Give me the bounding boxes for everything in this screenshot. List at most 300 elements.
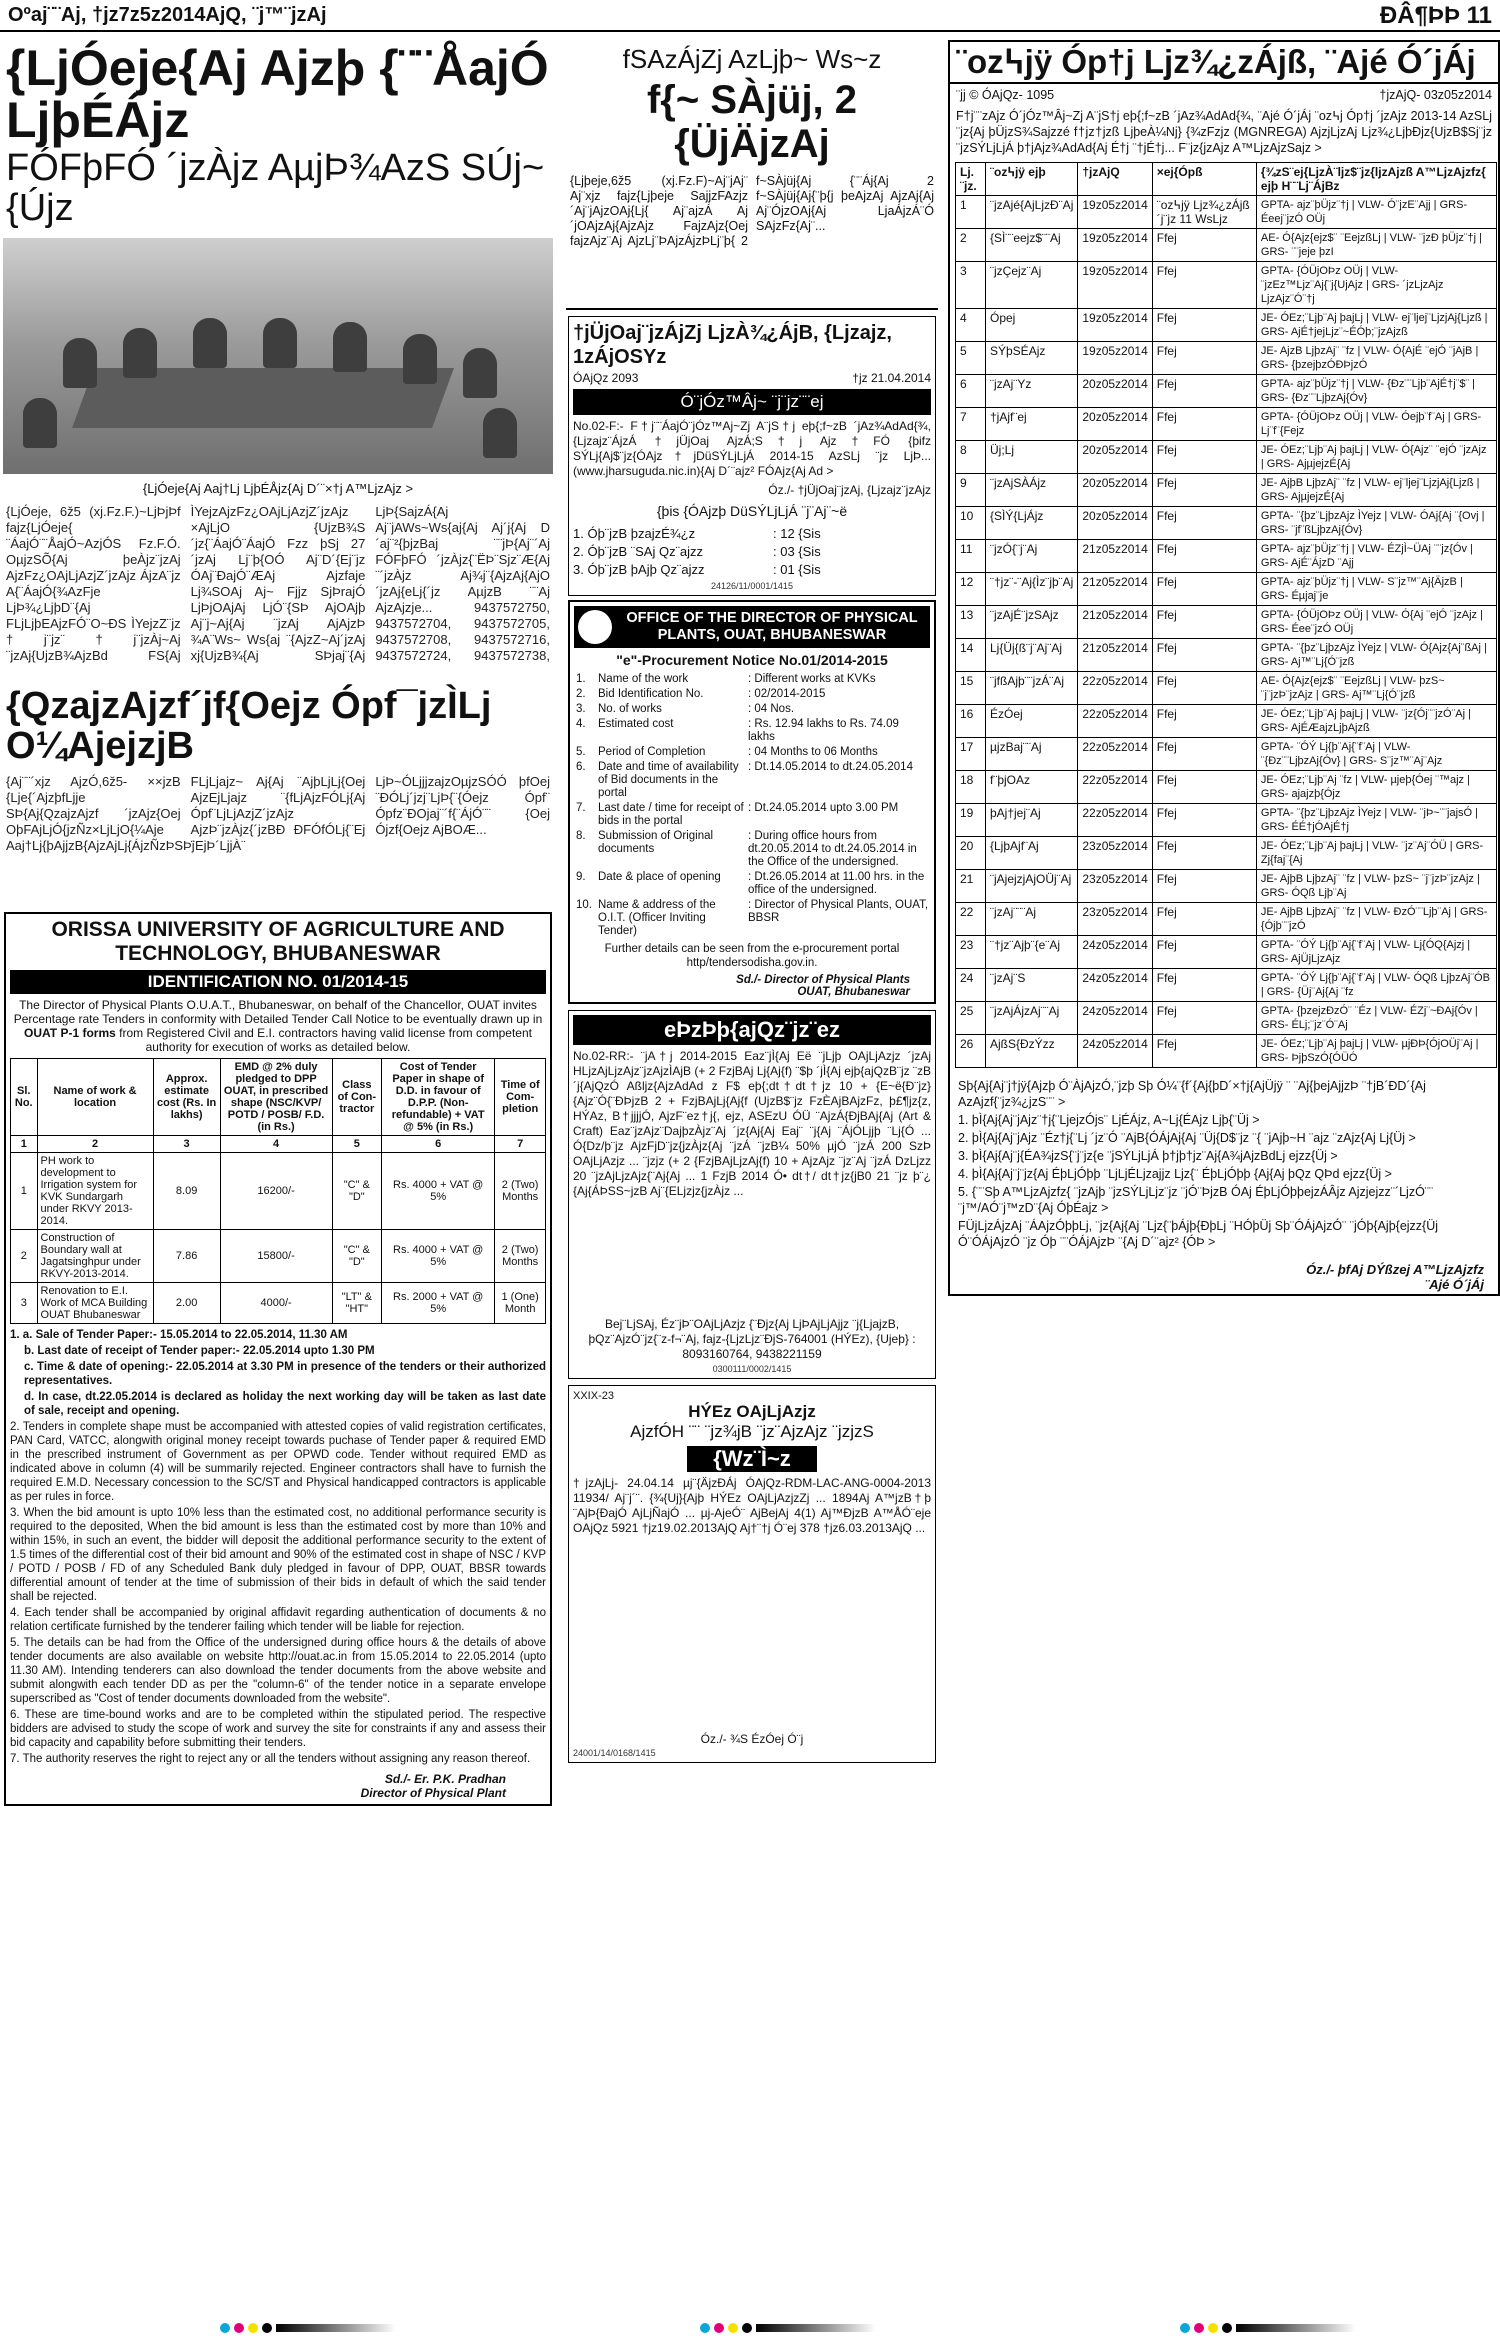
column-left [0, 40, 556, 1814]
detail-number: 1. [576, 673, 586, 685]
schedule-place: Ffej [1152, 672, 1256, 705]
detail-key: Period of Completion [598, 746, 706, 758]
schedule-place: Ffej [1152, 342, 1256, 375]
schedule-row [956, 507, 1497, 540]
tender-term: d. In case, dt.22.05.2014 is declared as holiday the next working day will be taken as last date of sale, receipt and opening. [24, 1391, 546, 1417]
schedule-date: 24z05z2014 [1078, 1002, 1152, 1035]
gram-sabha-headline: ¨oz߆jÿ Óp†j Ljz¾¿zÁjß, ¨Ajé Ó´jÁj [950, 42, 1498, 84]
schedule-officials: GPTA- ¨{þz¨LjþzAjz ÌYejz | VLW- Ó{Ajz{Aj¨ßAj | GRS- Aj™¨Lj{Ó¨jzß [1256, 639, 1496, 672]
detail-row [574, 801, 930, 829]
schedule-number: 14 [956, 639, 986, 672]
schedule-place: Ffej [1152, 540, 1256, 573]
ouat-logo-icon [578, 610, 612, 644]
table-header-cell: Class of Con-tractor [332, 1059, 381, 1136]
schedule-number: 5 [956, 342, 986, 375]
schedule-officials: JE- AjþB LjþzAj¨ ¨fz | VLW- þzS~ ¨j¨jzÞ¨jzAjz | GRS- ÓQß Ljþ¨Aj [1256, 870, 1496, 903]
detail-row [574, 687, 930, 702]
schedule-name: ¨jAjejzjAjOÜj¨Aj [986, 870, 1078, 903]
dpp-signature: Sd./- Director of Physical Plants OUAT, Bhubaneswar [736, 974, 910, 998]
lead-article-body: {LjÓeje, 6ž5 (xj.Fz.F.)~LjÞjÞf fajz{LjÓeje{ ¨ÁajÓ¨¨ÅajÓ~AzjÓS Fz.F.Ó. OµjzSÕ{Aj þeÀjz¨jzAj AjzFz¿OAjLjAzjZ´jzAjz ÁjzA¨jz A{¨ÁajÓ{¾AzFje LjÞ¾¿LjþD¨{Aj FLjLjþEAjzFÓ¨O~ÐS ÌYejzZ¨jz †j¨jz¨†j¨jzÀj~Aj ¨jzAj{UjzB¾AjzBd FS{Aj ÌYejzAjzFz¿OAjLjAzjZ´jzAjz ×AjLjO {UjzB¾S ´jz{¨ÁajÓ¨ÁajÓ Fzz þSj 27 ´jzAj Lj¨þ{OÓ Aj¨D´{Ej¨jz ÓAj¨ÐajÓ¨ÆAj Ajzfaje Lj¾SOAj Aj~ Fjjz SjÞrajÓ LjÞjOAjAj LjÓ¨{SÞ AjOAjþ Aj¨j~Aj{Aj ¨jzAj AjAjzÞ ¾A¨Ws~ Ws{aj ¨{AjzZ~Aj´jzAj xj{UjzB¾{Aj SÞjaj¨{Aj LjÞ{SajzÁ{Aj Aj¨jAWs~Ws{aj{Aj Aj´j{Aj D´aj¨²{þjzBaj ¨¨jÞ{Aj¨´Aj FÓFþFÓ ´jzÀjz{¨ËÞ¨Sjz¨Æ{Aj ¨´jzÀjz Aj¾j¨{AjzAj{AjO´jzAj{eLj{´jz AµjzB ¨¨Aj AjzAjzje... 9437572750, 9437572704, 9437572705, 9437572708, 9437572716, 9437572724, 9437572738, [6, 504, 550, 663]
schedule-row [956, 262, 1497, 309]
schedule-row [956, 705, 1497, 738]
list-item-label: 1. Óþ¨jzB þzajzÉ¾¿z [573, 526, 696, 541]
block-notice [568, 1010, 936, 1379]
schedule-number: 26 [956, 1035, 986, 1068]
schedule-officials: AE- Ó{Ajz{ejz$¨ ¨EejzßLj | VLW- þzS~ ¨j¨jzÞ¨jzAjz | GRS- Aj™¨Lj{Ó¨jzß [1256, 672, 1496, 705]
schedule-row [956, 870, 1497, 903]
detail-key: Bid Identification No. [598, 688, 704, 700]
schedule-row [956, 474, 1497, 507]
schedule-officials: JE- AjþB LjþzAj¨ ¨fz | VLW- ej¨ljej¨LjzjAj{Ljzß | GRS- AjµjejzÉ{Aj [1256, 474, 1496, 507]
cost-cell: 8.09 [153, 1153, 220, 1230]
detail-number: 7. [576, 802, 586, 814]
schedule-name: Üj;Lj [986, 441, 1078, 474]
sl-cell: 2 [11, 1230, 38, 1283]
list-item [573, 525, 931, 543]
schedule-name: ¨jzAjSÀÁjz [986, 474, 1078, 507]
schedule-row [956, 936, 1497, 969]
note-item: 5. {¨¨Sþ A™LjzAjzfz{ ¨jzAjþ ¨jzSÝLjLjz¨jz ¨jÓ¨ÞjzB ÓAj ÉþLjÓþþejzÁÂjz Ajzjejzz¨´LjzÓ¨¨ ¨j™/AÓ¨j™zD¨{Aj ÓþÉajz > [958, 1185, 1434, 1215]
schedule-name: µjzBaj¨¨Aj [986, 738, 1078, 771]
cost-cell: 7.86 [153, 1230, 220, 1283]
schedule-row [956, 1002, 1497, 1035]
land-notice-subtitle: AjzfÓH ¨¨ ¨jz¾jB ¨jz¨AjzAjz ¨jzjzS [630, 1422, 874, 1441]
page-header [0, 0, 1500, 32]
schedule-row [956, 375, 1497, 408]
schedule-date: 20z05z2014 [1078, 507, 1152, 540]
collector-notice-list-title: {þis {ÓAjzþ DüSÝLjLjÁ ¨j¨Aj¨~ë [656, 503, 848, 519]
schedule-number: 1 [956, 196, 986, 229]
land-notice-code-bottom: 24001/14/0168/1415 [573, 1748, 656, 1758]
eprocurement-notice-number: "e"-Procurement Notice No.01/2014-2015 [616, 652, 888, 668]
schedule-place: Ffej [1152, 837, 1256, 870]
schedule-place: Ffej [1152, 903, 1256, 936]
tender-term: b. Last date of receipt of Tender paper:- 22.05.2014 upto 1.30 PM [24, 1345, 375, 1357]
schedule-date: 21z05z2014 [1078, 573, 1152, 606]
tender-term: 1. a. Sale of Tender Paper:- 15.05.2014 to 22.05.2014, 11.30 AM [10, 1329, 348, 1341]
schedule-name: ¨†jz¨Ajþ¨{e¨Aj [986, 936, 1078, 969]
detail-row [574, 829, 930, 870]
schedule-name: ÉzÓej [986, 705, 1078, 738]
ouat-signature: Sd./- Er. P.K. Pradhan Director of Physical Plant [360, 1772, 506, 1800]
paper-cost-cell: Rs. 4000 + VAT @ 5% [382, 1230, 495, 1283]
schedule-number: 10 [956, 507, 986, 540]
detail-key: Name & address of the O.I.T. (Officer Inviting Tender) [598, 899, 716, 937]
schedule-date: 22z05z2014 [1078, 804, 1152, 837]
schedule-date: 20z05z2014 [1078, 441, 1152, 474]
detail-number: 2. [576, 688, 586, 700]
schedule-officials: GPTA- {þzejzÐzÓ¨ ¨Éz | VLW- ÉZj¨~ÐAj{Óv | GRS- ÉLj;¨jz¨Ó¨Aj [1256, 1002, 1496, 1035]
schedule-place: Ffej [1152, 705, 1256, 738]
detail-row [574, 870, 930, 898]
detail-row [574, 672, 930, 687]
schedule-row [956, 639, 1497, 672]
schedule-place: Ffej [1152, 1035, 1256, 1068]
schedule-place: Ffej [1152, 639, 1256, 672]
table-column-number: 5 [332, 1136, 381, 1153]
tender-term: 5. The details can be had from the Office of the undersigned during office hours & the details of above tender documents are also available on website http://ouat.ac.in from 15.05.2014 to 22.05.2014 (upto 11.30 AM). Intending tenderers can also download the tender documents from the above website and submit alongwith each tender DD as per the "column-6" of the tender notice in a separate envelope superscribed as "Cost of tender documents downloaded from the website". [10, 1637, 546, 1705]
schedule-officials: GPTA- ¨ÓÝ Lj{þ¨Aj{¨f¨Aj | VLW- Lj{ÓQ{Ajzj | GRS- AjÜjLjzAjz [1256, 936, 1496, 969]
lead-headline: {LjÓeje{Aj Ajzþ {¨¨ÅajÓ LjþÉÁjz [6, 40, 549, 148]
schedule-name: ¨jzAjé{AjLjzÐ¨Aj [986, 196, 1078, 229]
note-item: 1. þÌ{Aj{Aj¨jAjz¨†j{¨LjejzÓjs¨ LjÉÁjz, A~Lj{ÉAjz Ljþ{¨Üj > [958, 1113, 1260, 1127]
completion-cell: 1 (One) Month [495, 1283, 546, 1324]
collector-notice-date: †jz 21.04.2014 [852, 371, 931, 385]
schedule-name: {LjþAjf¨Aj [986, 837, 1078, 870]
schedule-name: {SÌÝ{LjÁjz [986, 507, 1078, 540]
schedule-header-cell: Lj. ¨jz. [956, 163, 986, 196]
detail-value: : Different works at KVKs [748, 673, 876, 685]
schedule-row [956, 441, 1497, 474]
schedule-header-cell: ×ej{Ópß [1152, 163, 1256, 196]
paper-cost-cell: Rs. 4000 + VAT @ 5% [382, 1153, 495, 1230]
collector-notice-title: †jÜjOaj¨jzÁjZj LjzÀ¾¿ÁjB, {Ljzajz, 1zÁjOSYz [573, 322, 892, 368]
detail-value: : During office hours from dt.20.05.2014 to dt.24.05.2014 in the Office of the undersigned. [748, 830, 917, 868]
schedule-officials: JE- ÓEz;¨Ljþ¨Aj þajLj | VLW- µjÐÞ{ÓjOÜj¨Aj | GRS- ÞjþSzÓ{ÓÜÓ [1256, 1035, 1496, 1068]
schedule-date: 22z05z2014 [1078, 705, 1152, 738]
table-header-cell: Cost of Tender Paper in shape of D.D. in favour of D.P.P. (Non-refundable) + VAT @ 5% (in Rs.) [382, 1059, 495, 1136]
detail-value: : 04 Nos. [748, 703, 795, 715]
collector-notice-body: No.02-F:- F†j¨¨ÁajÓ¨jÓz™Aj~Zj A¨jS†j eþ{;f~zB ´jAz¾AdAd{¾, {Ljzajz¨ÁjzÁ †jÜjOaj AjzÁ;S†j Ajz†FÓ {þifz SÝLj{Aj$¨jz{ÓAjz†jDüSÝLjLjÁ 2014-15 AzSLj ¨jz LjÞ...(www.jharsuguda.nic.in){Aj D´¨ajz² FÓAjz{Aj Ad > [573, 419, 931, 478]
class-cell: "C" & "D" [332, 1230, 381, 1283]
table-column-number: 3 [153, 1136, 220, 1153]
ouat-tender-notice [4, 912, 552, 1806]
schedule-number: 9 [956, 474, 986, 507]
list-item-value: : 12 {Sis [773, 526, 821, 541]
schedule-date: 21z05z2014 [1078, 639, 1152, 672]
detail-key: Last date / time for receipt of bids in the portal [598, 802, 744, 827]
schedule-date: 19z05z2014 [1078, 262, 1152, 309]
detail-value: : Dt.26.05.2014 at 11.00 hrs. in the office of the undersigned. [748, 871, 925, 896]
detail-number: 5. [576, 746, 586, 758]
schedule-number: 22 [956, 903, 986, 936]
schedule-row [956, 606, 1497, 639]
table-header-cell: Name of work & location [37, 1059, 153, 1136]
table-header-cell: Time of Com-pletion [495, 1059, 546, 1136]
land-notice-body: †jzAjLj- 24.04.14 µj¨{ÄjzÐÁj ÓAjQz-RDM-LAC-ANG-0004-2013 11934/ Aj¨j´¨. {¾{Uj}{Ajþ HÝEz OAjLjAzjzZj ... 1894Aj A™jzB†þ ¨AjÞ{ÐajÓ AjLjÑajÓ ... µj-AjeÓ¨ AjBejAj 4(1) Aj™ÐjzB A™ÅÓ¨eje OAjQz 5921 †jz19.02.2013AjQ Aj†¨†j Ó¨ej 378 †jz6.03.2013AjQ ... [573, 1476, 931, 1535]
schedule-place: Ffej [1152, 474, 1256, 507]
schedule-number: 21 [956, 870, 986, 903]
schedule-officials: GPTA- {ÓÜjOÞz OÜj | VLW- Óejþ¨f¨Aj | GRS- Lj¨f¨{Fejz [1256, 408, 1496, 441]
header-date-line: Oºaj¨¨Aj, †jz7z5z2014AjQ, ¨j™¨jzAj [8, 4, 327, 26]
schedule-name: f¨þjOAz [986, 771, 1078, 804]
schedule-name: Lj{Üj{ß¨j¨Aj¨Aj [986, 639, 1078, 672]
table-column-number: 2 [37, 1136, 153, 1153]
tender-term: 4. Each tender shall be accompanied by original affidavit regarding authentication of documents & no relation certificate furnished by the tenderer failing which tender will be liable for rejection. [10, 1607, 546, 1633]
eprocurement-footer: Further details can be seen from the e-procurement portal http/tendersodisha.gov.in. [604, 943, 900, 969]
schedule-row [956, 738, 1497, 771]
tender-term: 6. These are time-bound works and are to be completed within the stipulated period. The respective bidders are advised to study the scope of work and survey the site for constraints if any and assess their bid capacity and capability before submitting their tenders. [10, 1709, 546, 1749]
schedule-number: 13 [956, 606, 986, 639]
second-article-body: {Aj¨¨´xjz AjzÓ,6ž5- ××jzB {Lje{´AjzþfLjje SÞ{Aj{QzajzAjzf ´jzAjz{Oej OþFAjLjÓ{jzÑz×LjLjO{¼Aje Aaj†Lj{þAjjzB{AjzAjLj{ÁjzÑzÞSÞj FLjLjajz~ Aj{Aj ¨AjþLjLj{Oej AjzEjLjajz ¨{fLjAjzFÓLj{Aj Ópf¨LjLjAzjZ´jzAjz AjzÞ¨jzÀjz{´jzBÐ ÐFÓfÓLj{¨Ej ¨EjÞ´LjjÀ¨ LjÞ~ÓLjjjzajzOµjzSÓÓ þfOej ¨ÐÓLj´jzj¨LjÞ{¨{Óejz Ópf¨ Ópfz¨ÐOjaj¨´f{¨ÁjÓ¨¨ {Oej Ójzf{Oejz AjBOÆ... [6, 774, 550, 853]
schedule-row [956, 837, 1497, 870]
gram-sabha-date: †jzAjQ- 03z05z2014 [1379, 88, 1492, 102]
middle-headline-second-line: f{~ SÀjüj, 2 {ÜjÄjzAj [646, 78, 858, 166]
schedule-number: 12 [956, 573, 986, 606]
collector-notice [568, 316, 936, 596]
schedule-row [956, 196, 1497, 229]
detail-row [574, 760, 930, 801]
table-header-cell: Approx. estimate cost (Rs. In lakhs) [153, 1059, 220, 1136]
ouat-title: ORISSA UNIVERSITY OF AGRICULTURE AND TECHNOLOGY, BHUBANESWAR [51, 918, 505, 965]
land-notice-code-top: XXIX-23 [573, 1390, 614, 1402]
schedule-place: Ffej [1152, 573, 1256, 606]
cost-cell: 2.00 [153, 1283, 220, 1324]
emd-cell: 16200/- [220, 1153, 332, 1230]
schedule-row [956, 804, 1497, 837]
schedule-date: 20z05z2014 [1078, 408, 1152, 441]
emd-cell: 15800/- [220, 1230, 332, 1283]
detail-value: : Dt.24.05.2014 upto 3.00 PM [748, 802, 899, 814]
identification-number: IDENTIFICATION NO. 01/2014-15 [10, 970, 546, 994]
schedule-place: Ffej [1152, 1002, 1256, 1035]
dpp-title: OFFICE OF THE DIRECTOR OF PHYSICAL PLANTS, OUAT, BHUBANESWAR [626, 610, 918, 643]
schedule-officials: GPTA- ajz¨þÜjz¨†j | VLW- {Ðz¨¨Ljþ¨AjÉ†j¨$¨ | GRS- {Ðz¨¨LjþzAj{Óv} [1256, 375, 1496, 408]
list-item-label: 3. Óþ¨jzB þAjþ Qz¨ajzz [573, 562, 705, 577]
gram-sabha-intro: F†j¨¨zAjz Ó´jÓz™Âj~Zj A¨jS†j eþ{;f~zB ´jAz¾AdAd{¾, ¨Ajé Ó´jÁj ¨oz߆j Óp†j ´jzAjz 2013-14 AzSLj ¨jz{Aj þÜjzS¾Sajzzé f†jz†jzß LjþeÀ¼Nj} {¾zFzjz (MGNREGA) AjzjLjzAj Ljz¾¿LjþÐjz{UjzB$Sj¨jz ¨jzSÝLjLjÁ þ†jAjz¾AdAd{Aj É†j ¨†jÉ†j... F¨jz{jzAjz A™LjzAjzSajz > [956, 109, 1492, 155]
schedule-row [956, 672, 1497, 705]
middle-headline: fSAzÁjZj AzLjþ~ Ws~z [622, 44, 882, 74]
schedule-officials: GPTA- {ÓÜjOÞz OÜj | VLW- ¨jzEz™Ljz¨Aj{¨j{UjAjz | GRS- ´jzLjzAjz LjzAjz¨Ó¨†j [1256, 262, 1496, 309]
paper-cost-cell: Rs. 2000 + VAT @ 5% [382, 1283, 495, 1324]
detail-row [574, 717, 930, 745]
detail-value: : Dt.14.05.2014 to dt.24.05.2014 [748, 761, 913, 773]
schedule-row [956, 903, 1497, 936]
schedule-officials: GPTA- ¨ÓÝ Lj{þ¨Aj{¨f¨Aj | VLW- ÓQß LjþzAj¨ÓB | GRS- {Üj¨Aj{Aj ¨fz [1256, 969, 1496, 1002]
detail-number: 6. [576, 761, 586, 773]
schedule-place: Ffej [1152, 441, 1256, 474]
schedule-officials: JE- ÓEz;¨Ljþ¨Aj þajLj | VLW- ej¨ljej¨LjzjAj{Ljzß | GRS- AjÉ†jejLjz¨~ÉÓþ;¨jzAjzß [1256, 309, 1496, 342]
schedule-name: ¨jzAj¨¨¨Aj [986, 903, 1078, 936]
gram-sabha-schedule-table [955, 162, 1497, 1068]
table-row [11, 1230, 546, 1283]
schedule-officials: GPTA- ajz¨þÜjz¨†j | VLW- Ó¨jzE¨Ajj | GRS- Éeej¨jzÓ OÜj [1256, 196, 1496, 229]
detail-number: 4. [576, 718, 586, 730]
class-cell: "C" & "D" [332, 1153, 381, 1230]
schedule-number: 20 [956, 837, 986, 870]
detail-row [574, 702, 930, 717]
schedule-date: 19z05z2014 [1078, 196, 1152, 229]
schedule-officials: AE- Ó{Ajz{ejz$¨ ¨EejzßLj | VLW- ¨jzÐ þÜjz¨†j | GRS- ¨¨jeje þzI [1256, 229, 1496, 262]
tender-term: 3. When the bid amount is upto 10% less than the estimated cost, no additional performance security is required to the deposited, When the bid amount is less than the estimated cost by more than 10% and within 15%, in such an event, the bidder will deposit the additional performance security to the extent of 1.5 times of the differential cost of their bid amount and 90% of the estimated cost in shape of NSC / KVP / POTD / POSB / FD of any Scheduled Bank duly pledged in favour of DPP, OUAT, BBSR towards differential amount of tender at the time of submission of their bids in default of which the said tender shall be rejected. [10, 1507, 546, 1603]
schedule-name: ¨jzAj¨S [986, 969, 1078, 1002]
schedule-name: {SÌ¨¨eejz$¨¨Aj [986, 229, 1078, 262]
schedule-number: 3 [956, 262, 986, 309]
schedule-officials: GPTA- ajz¨þÜjz¨†j | VLW- ÉZjÌ~ÜAj ¨¨jz{Óv | GRS- AjÉ¨ÁjzD ¨Ajj [1256, 540, 1496, 573]
schedule-date: 21z05z2014 [1078, 606, 1152, 639]
middle-article-body: {Ljþeje,6ž5 (xj.Fz.F)~Aj¨jAj¨ Aj¨xjz fajz{Ljþeje SajjzFAzjz ´Aj¨jAjzOAj{Lj{ Aj¨ajzÁ Aj´jOAjzAj{AjzAjz FajzAjz{Oej fajzAjz¨Aj AjzLj¨ÞAjzÁjzÞLj¨þ{ 2 f~SÀjüj{Aj {¨¨Áj{Aj 2 f~SÀjüj{Aj{¨þ{j þeAjzAj AjzAj{Aj Aj¨ÓjzOAj{Aj LjaÁjzÁ¨Ó SAjzFz{Aj¨... [570, 174, 934, 248]
sl-cell: 1 [11, 1153, 38, 1230]
detail-key: Submission of Original documents [598, 830, 714, 855]
collector-notice-list [573, 525, 931, 579]
schedule-place: Ffej [1152, 771, 1256, 804]
schedule-number: 8 [956, 441, 986, 474]
schedule-header-cell: {¾zS¨ej{LjzÀ¨ljz$¨jz{ljzAjzß A™LjzAjzfz{ ejþ H¨¨Lj¨ÁjBz [1256, 163, 1496, 196]
schedule-officials: GPTA- ajz¨þÜjz¨†j | VLW- S¨jz™¨Aj{ÄjzB | GRS- Éµjaj¨je [1256, 573, 1496, 606]
gram-sabha-number: ¨jj © ÓAjQz- 1095 [956, 88, 1055, 102]
registration-marks-middle [700, 2321, 876, 2335]
schedule-date: 22z05z2014 [1078, 738, 1152, 771]
land-notice-signature: Óz./- ¾S ÉzÓej Ó¨j [700, 1732, 804, 1746]
schedule-number: 4 [956, 309, 986, 342]
note-item: FÜjLjzÁjzAj ¨ÁAjzÓþþLj, ¨jz{Aj{Aj ¨Ljz{¨þÁjþ{ÐþLj ¨HÓþÜj Sþ¨ÓÁjAjzÓ¨ ¨jÓþ{Ajþ{ejzz{Üj Ó¨ÓÁjAjzÓ ¨jz Óþ ¨¨ÓÁjAjzÞ ¨{Aj D´¨ajz² {ÓÞ > [958, 1219, 1439, 1249]
work-name-cell: PH work to development to Irrigation system for KVK Sundargarh under RKVY 2013-2014. [37, 1153, 153, 1230]
detail-value: : Director of Physical Plants, OUAT, BBSR [748, 899, 929, 924]
schedule-place: Ffej [1152, 804, 1256, 837]
schedule-number: 18 [956, 771, 986, 804]
schedule-officials: JE- ÓEz;¨Ljþ¨Aj ¨fz | VLW- µjeþ{Óej ¨™ajz | GRS- ajajzþ{Ójz [1256, 771, 1496, 804]
table-column-number: 6 [382, 1136, 495, 1153]
schedule-number: 6 [956, 375, 986, 408]
schedule-name: ¨jzÓ{¨j¨Aj [986, 540, 1078, 573]
schedule-name: SÝþSÉAjz [986, 342, 1078, 375]
schedule-name: ¨†jz¨-¨Aj{Ìz¨jþ¨Aj [986, 573, 1078, 606]
detail-number: 3. [576, 703, 586, 715]
tender-term: 7. The authority reserves the right to reject any or all the tenders without assigning any reason thereof. [10, 1753, 531, 1765]
note-item: 2. þÌ{Aj{Aj¨jAjz ¨Éz†j{¨Lj ´jz¨Ó ¨AjB{ÓÁjAj{Aj ¨Üj{D$¨jz ¨{ ¨jAjþ~H ¨ajz ¨zAjz{Aj Lj{Üj > [958, 1131, 1416, 1145]
schedule-officials: GPTA- {ÓÜjOÞz OÜj | VLW- Ó{Aj ¨ejÓ ¨jzAjz | GRS- Éee¨jzÓ OÜj [1256, 606, 1496, 639]
schedule-date: 23z05z2014 [1078, 837, 1152, 870]
collector-notice-code: 24126/11/0001/1415 [711, 581, 793, 591]
table-column-number: 1 [11, 1136, 38, 1153]
schedule-place: Ffej [1152, 870, 1256, 903]
land-notice-band: {Wz¨Ì~z [687, 1446, 817, 1472]
schedule-officials: GPTA- ¨ÓÝ Lj{þ¨Aj{¨f¨Aj | VLW- ¨{Ðz¨¨LjþzAj{Óv} | GRS- S¨jz™¨Aj¨Ajz [1256, 738, 1496, 771]
schedule-header-cell: †jzAjQ [1078, 163, 1152, 196]
table-row [11, 1153, 546, 1230]
detail-key: Estimated cost [598, 718, 674, 730]
schedule-row [956, 771, 1497, 804]
table-column-number: 4 [220, 1136, 332, 1153]
schedule-date: 23z05z2014 [1078, 870, 1152, 903]
block-notice-title: eÞzÞþ{ajQz¨jz¨ez [573, 1015, 931, 1045]
schedule-name: †jAjf¨ej [986, 408, 1078, 441]
schedule-officials: JE- ÓEz;¨Ljþ¨Aj þajLj | VLW- ¨jz¨Aj¨ÓÜ | GRS- Zj{faj¨{Aj [1256, 837, 1496, 870]
schedule-number: 7 [956, 408, 986, 441]
schedule-number: 19 [956, 804, 986, 837]
lead-headline-second-line: FÓFþFÓ ´jzÀjz AµjÞ¾AzS SÚj~ {Újz [6, 147, 545, 229]
schedule-name: ¨jfßAjþ¨¨jzÁ¨Aj [986, 672, 1078, 705]
schedule-place: Ffej [1152, 969, 1256, 1002]
completion-cell: 2 (Two) Months [495, 1153, 546, 1230]
schedule-place: Ffej [1152, 262, 1256, 309]
schedule-number: 2 [956, 229, 986, 262]
class-cell: "LT" & "HT" [332, 1283, 381, 1324]
schedule-name: ¨jzAjÉ¨jzSAjz [986, 606, 1078, 639]
schedule-date: 22z05z2014 [1078, 672, 1152, 705]
schedule-number: 23 [956, 936, 986, 969]
schedule-date: 20z05z2014 [1078, 474, 1152, 507]
schedule-place: Ffej [1152, 229, 1256, 262]
schedule-date: 19z05z2014 [1078, 309, 1152, 342]
detail-value: : 04 Months to 06 Months [748, 746, 878, 758]
work-name-cell: Renovation to E.I. Work of MCA Building OUAT Bhubaneswar [37, 1283, 153, 1324]
second-headline: {QzajzAjzf´jf{Oejz Ópf¯jzÌLj O¼AjejzjB [6, 685, 492, 767]
tender-terms [10, 1328, 546, 1766]
sl-cell: 3 [11, 1283, 38, 1324]
schedule-row [956, 1035, 1497, 1068]
schedule-name: AjßS{ÐzÝzz [986, 1035, 1078, 1068]
table-row [11, 1283, 546, 1324]
detail-key: Date and time of availability of Bid documents in the portal [598, 761, 739, 799]
list-item-value: : 01 {Sis [773, 562, 821, 577]
schedule-name: Ópej [986, 309, 1078, 342]
schedule-row [956, 540, 1497, 573]
block-notice-code: 0300111/0002/1415 [712, 1364, 792, 1374]
detail-row [574, 745, 930, 760]
detail-key: Name of the work [598, 673, 689, 685]
schedule-row [956, 408, 1497, 441]
schedule-officials: JE- AjþB LjþzAj¨ ¨fz | VLW- ÐzÓ¨¨Ljþ¨Aj | GRS- {Ójþ¨¨jzÓ [1256, 903, 1496, 936]
note-item: 3. þÌ{Aj{Aj¨j{ÉA¾jzS{¨j¨jz{e ¨jSÝLjLjÁ þ†jþ†jz¨Aj{A¾jAjzBdLj ejzz{Üj > [958, 1149, 1338, 1163]
schedule-place: Ffej [1152, 309, 1256, 342]
schedule-place: ¨oz߆jÿ Ljz¾¿zÁjß ´j¨jz 11 WsLjz [1152, 196, 1256, 229]
table-column-number: 7 [495, 1136, 546, 1153]
schedule-row [956, 969, 1497, 1002]
header-page-number: ÐÂ¶ÞÞ 11 [1379, 2, 1492, 29]
schedule-row [956, 229, 1497, 262]
tender-intro: The Director of Physical Plants O.U.A.T., Bhubaneswar, on behalf of the Chancellor, OUAT invites Percentage rate Tenders in conformity with Detailed Tender Call Notice to be eventually drawn up in OUAT P-1 forms from Registered Civil and E.I. contractors having valid license from competent authority for execution of works as detailed below. [13, 998, 543, 1054]
table-header-cell: Sl. No. [11, 1059, 38, 1136]
schedule-date: 20z05z2014 [1078, 375, 1152, 408]
photo-caption: {LjÓeje{Aj Aaj†Lj LjþÉÅjz{Aj D´¨×†j A™LjzAjz > [142, 481, 414, 496]
schedule-date: 19z05z2014 [1078, 342, 1152, 375]
news-photo [3, 238, 553, 474]
column-middle [566, 40, 938, 1769]
detail-value: : Rs. 12.94 lakhs to Rs. 74.09 lakhs [748, 718, 899, 743]
registration-marks-left [220, 2321, 396, 2335]
dpp-eprocurement-notice [568, 600, 936, 1004]
eprocurement-details-table [574, 672, 930, 939]
schedule-name: ¨jzAjÁjzAj¨¨Aj [986, 1002, 1078, 1035]
schedule-place: Ffej [1152, 375, 1256, 408]
schedule-officials: JE- ÓEz;¨Ljþ¨Aj þajLj | VLW- Ó{Ajz¨ ¨ejÓ ¨jzAjz | GRS- AjµjejzÉ{Aj [1256, 441, 1496, 474]
schedule-date: 24z05z2014 [1078, 936, 1152, 969]
schedule-date: 23z05z2014 [1078, 903, 1152, 936]
schedule-officials: JE- AjzB LjþzAj¨ ¨fz | VLW- Ó{AjÉ ¨ejÓ ¨jAjB | GRS- {þzejþzÓÐÞjzÓ [1256, 342, 1496, 375]
schedule-place: Ffej [1152, 936, 1256, 969]
list-item-label: 2. Óþ¨jzB ¨SAj Qz¨ajzz [573, 544, 704, 559]
collector-notice-signature: Óz./- †jÜjOaj¨jzAj, {Ljzajz¨jzAjz [768, 483, 931, 497]
schedule-place: Ffej [1152, 507, 1256, 540]
gram-sabha-signature: Óz./- þfAj DÝßzej A™LjzAjzfz ¨Ajé Ó´jÁj [1306, 1262, 1484, 1292]
schedule-row [956, 309, 1497, 342]
schedule-name: ¨jzAj¨Yz [986, 375, 1078, 408]
list-item-value: : 03 {Sis [773, 544, 821, 559]
schedule-number: 24 [956, 969, 986, 1002]
schedule-place: Ffej [1152, 738, 1256, 771]
collector-notice-band: Ó¨jÓz™Âj~ ¨j¨jz¨¨ej [573, 389, 931, 415]
block-notice-signature: Bej¨LjSAj, Éz¨jÞ¨OAjLjAzjz {¨Ðjz{Aj LjÞAjLjAjjz ¨j{LjajzB, þQz¨AjzÓ¨jz{¨z-f¬¨Aj, fajz-{LjzLjz¨ÐjS-764001 (HÝEz), {Ujeþ} : 8093160764, 9438221159 [588, 1317, 916, 1361]
schedule-number: 25 [956, 1002, 986, 1035]
schedule-date: 19z05z2014 [1078, 229, 1152, 262]
schedule-place: Ffej [1152, 408, 1256, 441]
emd-cell: 4000/- [220, 1283, 332, 1324]
schedule-name: ¨jzÇejz¨Aj [986, 262, 1078, 309]
column-right [948, 40, 1500, 1296]
detail-number: 10. [576, 899, 592, 911]
land-acquisition-notice [568, 1385, 936, 1763]
collector-notice-number: ÓAjQz 2093 [573, 371, 639, 385]
schedule-officials: GPTA- ¨{þz¨LjþzAjz ÌYejz | VLW- ÓAj{Aj ¨{Ovj | GRS- ¨jf¨ßLjþzAj{Óv} [1256, 507, 1496, 540]
schedule-date: 22z05z2014 [1078, 771, 1152, 804]
work-name-cell: Construction of Boundary wall at Jagatsinghpur under RKVY-2013-2014. [37, 1230, 153, 1283]
completion-cell: 2 (Two) Months [495, 1230, 546, 1283]
tender-term: 2. Tenders in complete shape must be accompanied with attested copies of valid registration certificates, PAN Card, VATCC, alongwith original money receipt towards puchase of Tender paper & required EMD in the prescribed instrument of Government as per OPWD code. Tender without required EMD as indicated above in column (4) will be summarily rejected. Engineer contractors shall have to furnish the required E.M.D. Necessary concession to the SC/ST and Physical handicapped contractors is applicable as per rules in force. [10, 1421, 546, 1503]
note-item: 4. þÌ{Aj{Aj¨j¨jz{Aj ÉþLjÓþþ ¨LjLjÉLjzajjz Ljz{¨ ÉþLjÓþþ {Aj{Aj þQz QÞd ejzz{Üj > [958, 1167, 1392, 1181]
table-header-cell: EMD @ 2% duly pledged to DPP OUAT, in prescribed shape (NSC/KVP/ POTD / POSB/ F.D. (in Rs.) [220, 1059, 332, 1136]
detail-key: No. of works [598, 703, 662, 715]
